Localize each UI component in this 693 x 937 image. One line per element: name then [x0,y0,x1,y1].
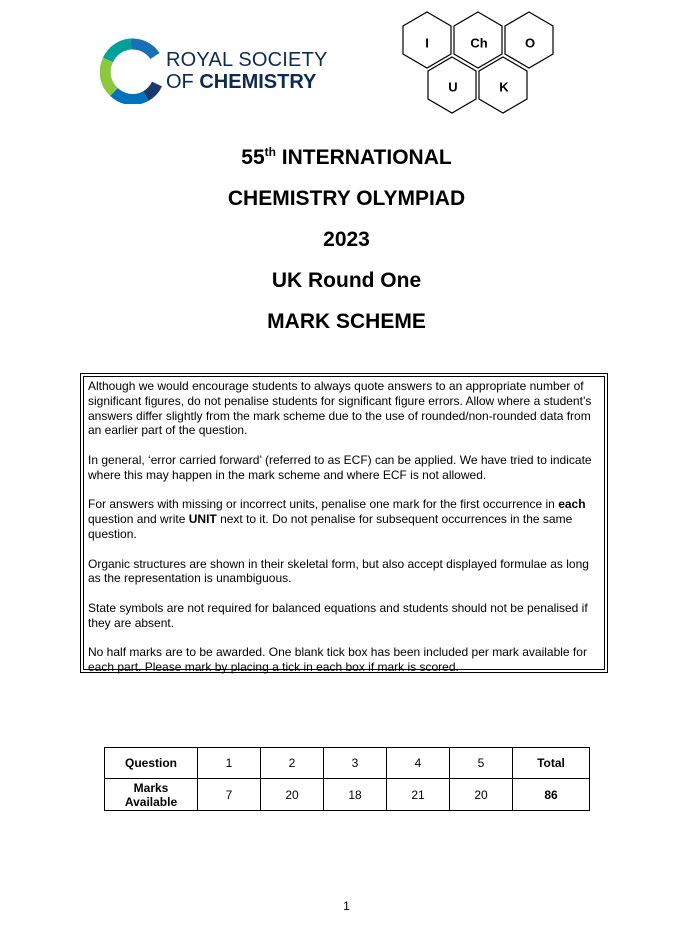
note-significant-figures: Although we would encourage students to always quote answers to an appropriate number of significant figures, do not penalise students for significant figure errors. Allow where a student’s answers differ slightly from the mark scheme due to the use of rounded/non-rounded data from an earlier part of the question. [88,379,592,438]
rsc-mark-icon [100,38,162,104]
icho-uk-logo [402,8,562,118]
marks-table [104,747,590,811]
marking-notes-box [80,373,608,673]
rsc-line2 [166,71,328,93]
hex-label-ch: Ch [470,35,488,51]
marks-q1: 7 [198,779,261,811]
page-number: 1 [343,899,350,913]
hex-label-o: O [524,35,536,51]
marks-total: 86 [513,779,590,811]
marks-q4: 21 [387,779,450,811]
note-units-c: question and write [88,512,189,527]
note-half-marks: No half marks are to be awarded. One blank tick box has been included per mark available for each part. Please mark by placing a tick in each box if mark is scored. [88,645,587,675]
question-5: 5 [450,748,513,779]
title-number: 55 [241,146,265,169]
rsc-of: OF [166,71,194,93]
hexagon-grid-icon [402,8,562,118]
marks-available-header [105,779,198,811]
title-international: INTERNATIONAL [275,146,452,169]
marks-q5: 20 [450,779,513,811]
hex-label-k: K [499,79,509,95]
note-organic-structures: Organic structures are shown in their skeletal form, but also accept displayed formulae as long as the representation is unambiguous. [88,556,589,586]
note-state-symbols: State symbols are not required for balanced equations and students should not be penalised if they are absent. [88,600,588,630]
question-3: 3 [324,748,387,779]
note-units-each: each [558,497,586,512]
question-2: 2 [261,748,324,779]
note-ecf: In general, ‘error carried forward’ (referred to as ECF) can be applied. We have tried to indicate where this may happen in the mark scheme and where ECF is not allowed. [88,452,592,482]
note-units-unit: UNIT [188,512,217,527]
title-year: 2023 [323,228,370,251]
title-ordinal-suffix: th [264,145,276,159]
total-header: Total [513,748,590,779]
title-line-1 [0,146,693,170]
marking-notes-inner [83,376,605,675]
title-mark-scheme: MARK SCHEME [267,310,426,333]
marks-q3: 18 [324,779,387,811]
table-row-marks [105,779,590,811]
question-1: 1 [198,748,261,779]
question-header: Question [105,748,198,779]
question-4: 4 [387,748,450,779]
table-row-questions [105,748,590,779]
hex-label-u: U [448,79,458,95]
note-units-a: For answers with missing or incorrect units, penalise one mark for the first occurrence in [88,497,559,512]
marks-label: Marks [133,780,169,795]
rsc-line1: ROYAL SOCIETY [166,49,328,71]
marks-q2: 20 [261,779,324,811]
rsc-wordmark [166,49,328,93]
title-line-2: CHEMISTRY OLYMPIAD [227,187,466,210]
note-units-e: next to it. Do not penalise for subsequent occurrences in the same question. [88,512,573,541]
note-units [88,497,600,541]
available-label: Available [124,794,178,809]
rsc-chemistry: CHEMISTRY [199,71,317,93]
rsc-logo [100,38,330,104]
title-round: UK Round One [271,269,422,292]
hex-label-i: I [425,35,429,51]
